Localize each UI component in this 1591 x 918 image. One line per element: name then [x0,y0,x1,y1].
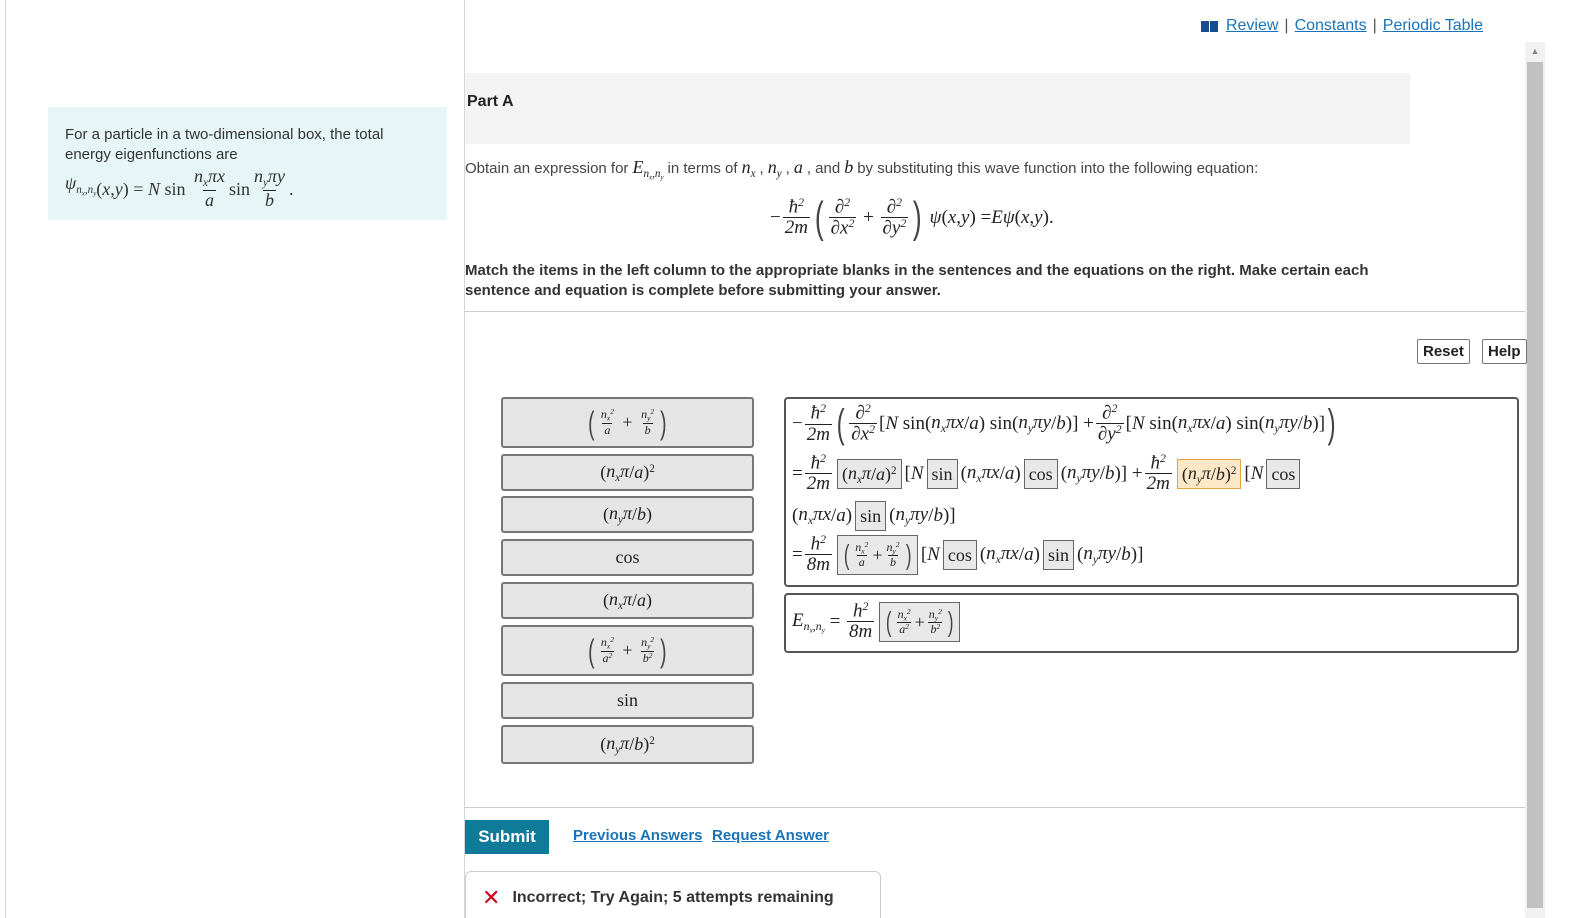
drag-item[interactable]: sin [501,682,754,719]
submit-button[interactable]: Submit [465,820,549,854]
help-button[interactable]: Help [1482,339,1527,364]
drop-slot[interactable]: sin [1043,540,1074,570]
part-title: Part A [467,93,514,110]
derivation-line-1: − $\frac{ħ^2}{2m}$ ( $\frac{\partial^2}{\partial x^2}$ [ N sin( $n_x\pi x$ / a ) sin( $n_y\pi y$ / b )] + $\frac{\partial^2}{\partial y^2}$ [ N sin( $n_x\pi x$ / a ) sin( $n_y\pi y$ / b )] ) [792,402,1336,447]
scrollbar[interactable] [1525,42,1545,918]
drag-item[interactable]: ( $\frac{n_x^2}{a}$ + $\frac{n_y^2}{b}$ ) [501,397,754,448]
drag-item[interactable]: ( $n_x\pi$ / a ) [501,582,754,619]
link-separator: | [1284,17,1289,34]
scroll-thumb[interactable] [1527,62,1543,908]
derivation-target-box [784,397,1519,587]
drop-slot[interactable]: ( $\frac{n_x^2}{a}$ + $\frac{n_y^2}{b}$ ) [837,535,918,575]
intro-text: For a particle in a two-dimensional box, the total energy eigenfunctions are [65,126,384,163]
drop-slot[interactable]: ( $\frac{n_x^2}{a^2}$ + $\frac{n_y^2}{b^2}$ ) [879,602,960,642]
drag-item[interactable]: ( $n_y\pi$ / b ) [501,496,754,533]
drag-item[interactable]: cos [501,539,754,576]
x-icon: ✕ [482,885,501,910]
drop-slot[interactable]: cos [1266,459,1300,489]
drop-slot[interactable]: cos [943,540,977,570]
feedback-box [465,871,881,918]
question-suffix: by substituting this wave function into the following equation: [857,160,1259,177]
periodic-table-link[interactable]: Periodic Table [1382,17,1483,34]
intro-box [48,107,447,220]
question-text: Obtain an expression for $E_{n_x,n_y}$ in terms of $n_x$ , $n_y$ , a , and b by substituting this wave function into the following equation: [465,157,1259,182]
drag-item[interactable]: ( $n_x\pi$ / a )$^2$ [501,454,754,491]
energy-target-box [784,593,1519,653]
energy-symbol: $E_{n_x,n_y}$ [632,157,664,182]
schrodinger-equation: − $\frac{ħ^2}{2m}$ ( $\frac{\partial^2}{\partial x^2}$ + $\frac{\partial^2}{\partial y^2}$ ) ψ ( x , y ) = Eψ ( x , y ). [770,193,1054,242]
constants-link[interactable]: Constants [1294,17,1367,34]
question-prefix: Obtain an expression for [465,160,629,177]
left-border [5,0,6,918]
reset-button[interactable]: Reset [1417,339,1470,364]
derivation-line-2: = $\frac{ħ^2}{2m}$ ( $n_x\pi$ / a )$^2$ [ N sin ( $n_x\pi x$ / a ) cos ( $n_y\pi y$ / b )] + $\frac{ħ^2}{2m}$ ( $n_y\pi$ / b )$^2$ [ N cos [792,453,1303,495]
question-mid: in terms of [667,160,738,177]
drop-slot[interactable]: sin [855,501,886,531]
drag-item[interactable]: ( $\frac{n_x^2}{a^2}$ + $\frac{n_y^2}{b^2}$ ) [501,625,754,676]
drag-item[interactable]: ( $n_y\pi$ / b )$^2$ [501,725,754,764]
part-header-band [465,73,1410,144]
drop-slot[interactable]: ( $n_x\pi$ / a )$^2$ [837,459,902,489]
instructions: Match the items in the left column to the appropriate blanks in the sentences and the equations on the right. Make certain each sentence and equation is complete before submitting your answer. [465,262,1369,299]
feedback-message: Incorrect; Try Again; 5 attempts remaining [512,889,834,906]
derivation-line-4: = $\frac{h^2}{8m}$ ( $\frac{n_x^2}{a}$ + $\frac{n_y^2}{b}$ ) [ N cos ( $n_x\pi x$ / a ) sin ( $n_y\pi y$ / b )] [792,533,1144,576]
eigenfunction-equation: $\psi_{n_x,n_y}$ ( x , y ) = N sin $\frac{n_x\pi x}{a}$ sin $\frac{n_y\pi y}{b}$ . [65,166,294,210]
scroll-up-arrow-icon[interactable]: ▲ [1530,46,1540,56]
previous-answers-link[interactable]: Previous Answers [573,827,703,844]
request-answer-link[interactable]: Request Answer [712,827,829,844]
review-link[interactable]: Review [1225,17,1279,34]
energy-equation: $E_{n_x,n_y}$ = $\frac{h^2}{8m}$ ( $\frac{n_x^2}{a^2}$ + $\frac{n_y^2}{b^2}$ ) [792,601,963,643]
drop-slot[interactable]: sin [927,459,958,489]
top-links [1201,17,1483,35]
book-icon [1201,21,1218,32]
drop-slot[interactable]: cos [1024,459,1058,489]
derivation-line-3: ( $n_x\pi x$ / a ) sin ( $n_y\pi y$ / b )] [792,501,956,531]
drop-slot-selected[interactable]: ( $n_y\pi$ / b )$^2$ [1177,459,1242,489]
link-separator: | [1372,17,1377,34]
